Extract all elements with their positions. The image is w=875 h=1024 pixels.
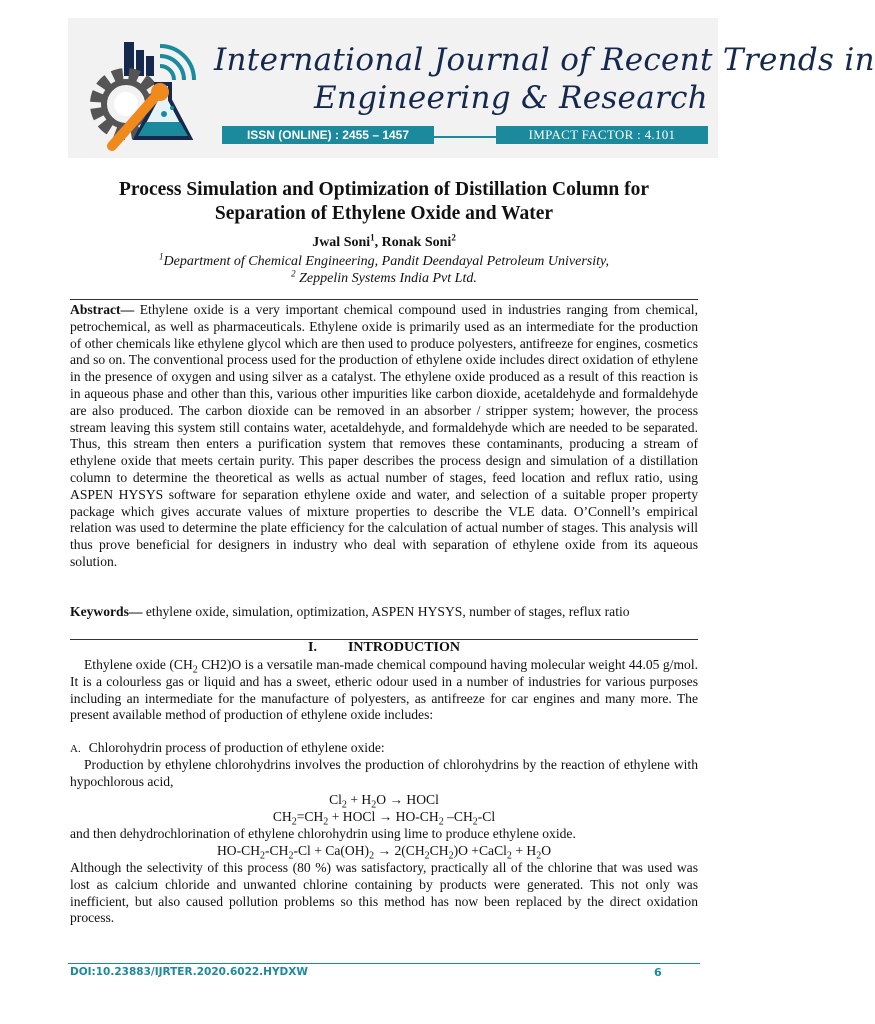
eq-run: O <box>541 843 552 858</box>
equation-3 <box>70 843 698 860</box>
affiliation-1 <box>40 251 728 270</box>
abstract-label: Abstract— <box>70 302 135 317</box>
keywords-text: ethylene oxide, simulation, optimization, ASPEN HYSYS, number of stages, reflux ratio <box>142 604 630 619</box>
arrow-icon: → <box>389 792 404 807</box>
subscript: 2 <box>371 799 377 811</box>
arrow-icon: → <box>378 809 393 824</box>
subscript: 2 <box>536 850 542 862</box>
eq-run: 2(CH <box>391 843 425 858</box>
banner-rule <box>434 136 496 138</box>
footer-rule <box>68 963 700 964</box>
eq-run: -Cl + Ca(OH) <box>293 843 370 858</box>
author-separator: , <box>374 235 382 250</box>
eq-run: CH <box>429 843 449 858</box>
page-number: 6 <box>654 966 662 979</box>
keywords-label: Keywords— <box>70 604 143 619</box>
paper-title <box>40 178 728 226</box>
keywords <box>70 604 698 621</box>
abstract-top-rule <box>70 299 698 300</box>
affiliation-text: Zeppelin Systems India Pvt Ltd. <box>295 271 477 286</box>
eq-run: HO-CH <box>216 843 261 858</box>
list-item <box>70 740 698 756</box>
text-run: Ethylene oxide (CH <box>84 657 193 672</box>
eq-run: + H <box>511 843 537 858</box>
eq-run: + HOCl <box>328 809 379 824</box>
subscript: 2 <box>291 816 297 828</box>
issn-badge: ISSN (ONLINE) : 2455 – 1457 <box>222 126 434 144</box>
eq-run: + H <box>346 792 372 807</box>
author-list <box>40 232 728 251</box>
subscript: 2 <box>341 799 347 811</box>
subscript: 2 <box>323 816 329 828</box>
list-item-text: Chlorohydrin process of production of ethylene oxide: <box>88 740 385 755</box>
eq-run: HOCl <box>403 792 439 807</box>
impact-factor-badge: IMPACT FACTOR : 4.101 <box>496 126 708 144</box>
subscript: 2 <box>192 664 198 676</box>
subscript: 2 <box>288 850 294 862</box>
eq-run: CH <box>272 809 292 824</box>
section-number: I. <box>308 640 317 655</box>
author-affiliation-mark: 2 <box>451 232 456 243</box>
subscript: 2 <box>260 850 266 862</box>
section-heading <box>70 640 698 656</box>
intro-paragraph-2: Production by ethylene chlorohydrins involves the production of chlorohydrins by the reaction of ethylene with hypochlorous acid, <box>70 757 698 789</box>
eq-run: HO-CH <box>392 809 439 824</box>
intro-paragraph-3: and then dehydrochlorination of ethylene chlorohydrin using lime to produce ethylene oxide. <box>70 826 576 841</box>
text-run: CH2)O is a versatile man-made chemical compound having molecular weight 44.05 g/mol. It is a colourless gas or liquid and has a sweet, etheric odour used in a number of industries for various purposes including an intermediate for the manufacture of polyesters, as antifreeze for car engines and many more. The present available method of production of ethylene oxide includes: <box>70 657 698 723</box>
equation-1 <box>70 792 698 809</box>
title-line2: Separation of Ethylene Oxide and Water <box>214 203 554 224</box>
subscript: 2 <box>506 850 512 862</box>
signal-icon <box>160 46 194 80</box>
subscript: 2 <box>438 816 444 828</box>
section-title: INTRODUCTION <box>347 640 460 655</box>
abstract-text: Ethylene oxide is a very important chemical compound used in industries ranging from chemical, petrochemical, as well as pharmaceuticals. Ethylene oxide is primarily used as an intermediate for the production of other chemicals like ethylene glycol which are then used to produce polyesters, antifreeze for engines, cosmetics and so on. The conventional process used for the production of ethylene oxide includes direct oxidation of ethylene in the presence of oxygen and using silver as a catalyst. The ethylene oxide produced as a result of this reaction is in aqueous phase and other than this, various other impurities like carbon dioxide, acetaldehyde and formaldehyde are also produced. The carbon dioxide can be removed in an absorber / stripper system; however, the process stream leaving this system still contains water, acetaldehyde, and formaldehyde which are needed to be separated. Thus, this stream then enters a purification system that removes these contaminants, producing a stream of ethylene oxide that meets certain purity. This paper describes the process design and simulation of a distillation column to determine the theoretical as wells as actual number of stages, feed location and reflux ratio, using ASPEN HYSYS software for separation ethylene oxide and water, and selection of a suitable proper property package which gives accurate values of mixture properties to describe the VLE data. O’Connell’s empirical relation was used to determine the plate efficiency for the calculation of actual number of stages. This analysis will thus prove beneficial for designers in industry who deal with separation of ethylene oxide from its aqueous solution. <box>70 302 698 569</box>
eq-run: -CH <box>265 843 289 858</box>
subscript: 2 <box>424 850 430 862</box>
doi-text: DOI:10.23883/IJRTER.2020.6022.HYDXW <box>70 966 308 978</box>
affiliation-mark: 1 <box>159 251 164 262</box>
author-name: Ronak Soni <box>381 235 452 250</box>
equation-2 <box>70 809 698 826</box>
eq-run: –CH <box>443 809 473 824</box>
affiliation-2 <box>40 268 728 287</box>
journal-name-line2: Engineering & Research <box>314 80 709 116</box>
journal-name-line1: International Journal of Recent Trends in <box>214 42 875 78</box>
eq-run: )O +CaCl <box>453 843 507 858</box>
journal-logo <box>86 38 212 156</box>
title-line1: Process Simulation and Optimization of Distillation Column for <box>119 179 649 200</box>
subscript: 2 <box>472 816 478 828</box>
eq-run: =CH <box>296 809 324 824</box>
affiliation-mark: 2 <box>291 268 296 279</box>
list-marker: A. <box>70 743 81 755</box>
subscript: 2 <box>448 850 454 862</box>
intro-paragraph-4: Although the selectivity of this process (80 %) was satisfactory, practically all of the chlorine that was used was lost as calcium chloride and unwanted chlorine containing by products were generated. This not only was inefficient, but also caused pollution problems so this method has now been replaced by the direct oxidation process. <box>70 860 698 926</box>
eq-run: Cl <box>329 792 342 807</box>
author-name: Jwal Soni <box>312 235 371 250</box>
eq-run: -Cl <box>477 809 496 824</box>
author-affiliation-mark: 1 <box>370 232 375 243</box>
eq-run: O <box>376 792 390 807</box>
abstract <box>70 302 698 571</box>
subscript: 2 <box>369 850 375 862</box>
arrow-icon: → <box>377 843 392 858</box>
affiliation-text: Department of Chemical Engineering, Pandit Deendayal Petroleum University, <box>163 254 609 269</box>
intro-paragraph-1 <box>70 657 698 724</box>
